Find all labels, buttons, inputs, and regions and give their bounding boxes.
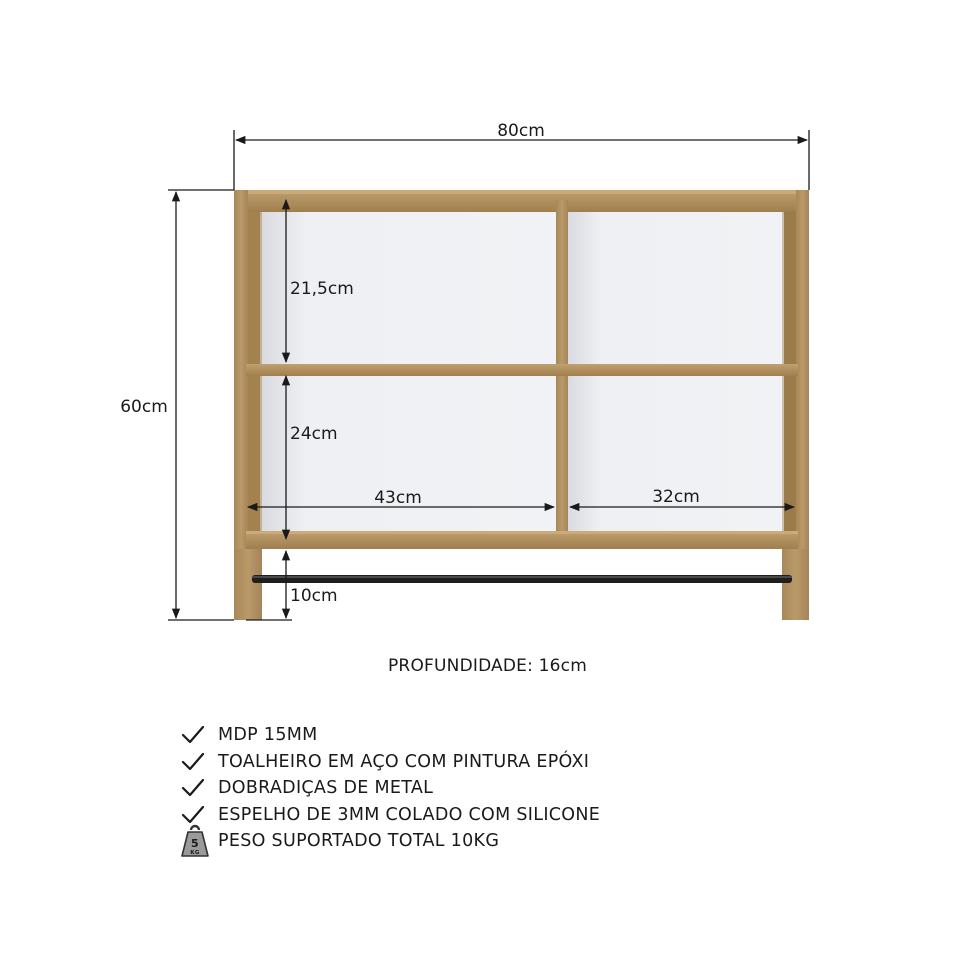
- bottom-shelf-height-label: 24cm: [290, 424, 338, 444]
- back-panel-top-right: [568, 212, 782, 365]
- feature-text: MDP 15MM: [218, 725, 318, 746]
- feature-text: PESO SUPORTADO TOTAL 10KG: [218, 831, 500, 852]
- towel-bar-height-label: 10cm: [290, 586, 338, 606]
- weight-icon-unit: KG: [190, 850, 200, 857]
- feature-text: DOBRADIÇAS DE METAL: [218, 778, 434, 799]
- middle-shelf: [246, 364, 798, 376]
- weight-icon: [180, 828, 214, 857]
- top-shelf-height-label: 21,5cm: [290, 279, 354, 299]
- left-leg: [234, 549, 262, 620]
- list-item: [180, 828, 600, 855]
- width-label: 80cm: [497, 121, 545, 141]
- left-niche-width-label: 43cm: [374, 488, 422, 508]
- check-icon: [180, 775, 214, 801]
- features-list: [180, 722, 600, 855]
- right-niche-width-label: 32cm: [652, 487, 700, 507]
- height-label: 60cm: [120, 397, 168, 417]
- feature-text: TOALHEIRO EM AÇO COM PINTURA EPÓXI: [218, 751, 590, 772]
- list-item: [180, 749, 600, 776]
- weight-icon-number: 5: [191, 837, 199, 851]
- list-item: [180, 775, 600, 802]
- list-item: [180, 802, 600, 829]
- check-icon: [180, 749, 214, 775]
- list-item: [180, 722, 600, 749]
- back-panel-bottom-right: [568, 376, 782, 532]
- feature-text: ESPELHO DE 3MM COLADO COM SILICONE: [218, 804, 601, 825]
- depth-label: PROFUNDIDADE: 16cm: [387, 656, 587, 676]
- check-icon: [180, 722, 214, 748]
- back-panel-bottom-left: [262, 376, 556, 532]
- right-leg: [782, 549, 809, 620]
- cabinet: [234, 190, 809, 620]
